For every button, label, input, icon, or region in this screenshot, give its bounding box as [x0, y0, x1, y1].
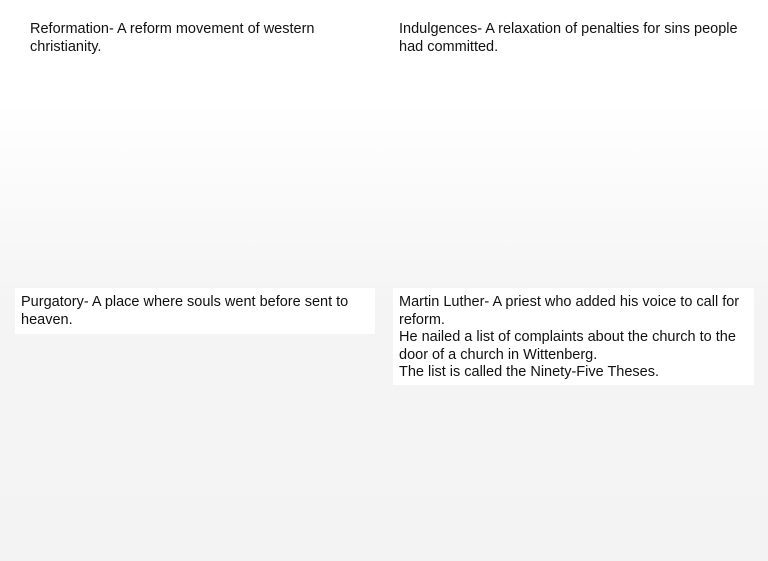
note-purgatory-text: Purgatory- A place where souls went before sent to heaven.: [21, 294, 349, 328]
note-reformation-text: Reformation- A reform movement of western christianity.: [30, 21, 315, 55]
note-purgatory: [15, 288, 375, 334]
note-martin-luther: [393, 288, 754, 385]
note-luther-line-1: Martin Luther- A priest who added his voice to call for reform.: [399, 294, 740, 328]
note-luther-line-3: The list is called the Ninety-Five Theses.: [399, 364, 660, 380]
note-indulgences: [399, 21, 739, 56]
note-indulgences-text: Indulgences- A relaxation of penalties for sins people had committed.: [399, 21, 738, 55]
note-luther-line-2: He nailed a list of complaints about the church to the door of a church in Wittenberg.: [399, 329, 736, 363]
note-reformation: [30, 21, 360, 56]
